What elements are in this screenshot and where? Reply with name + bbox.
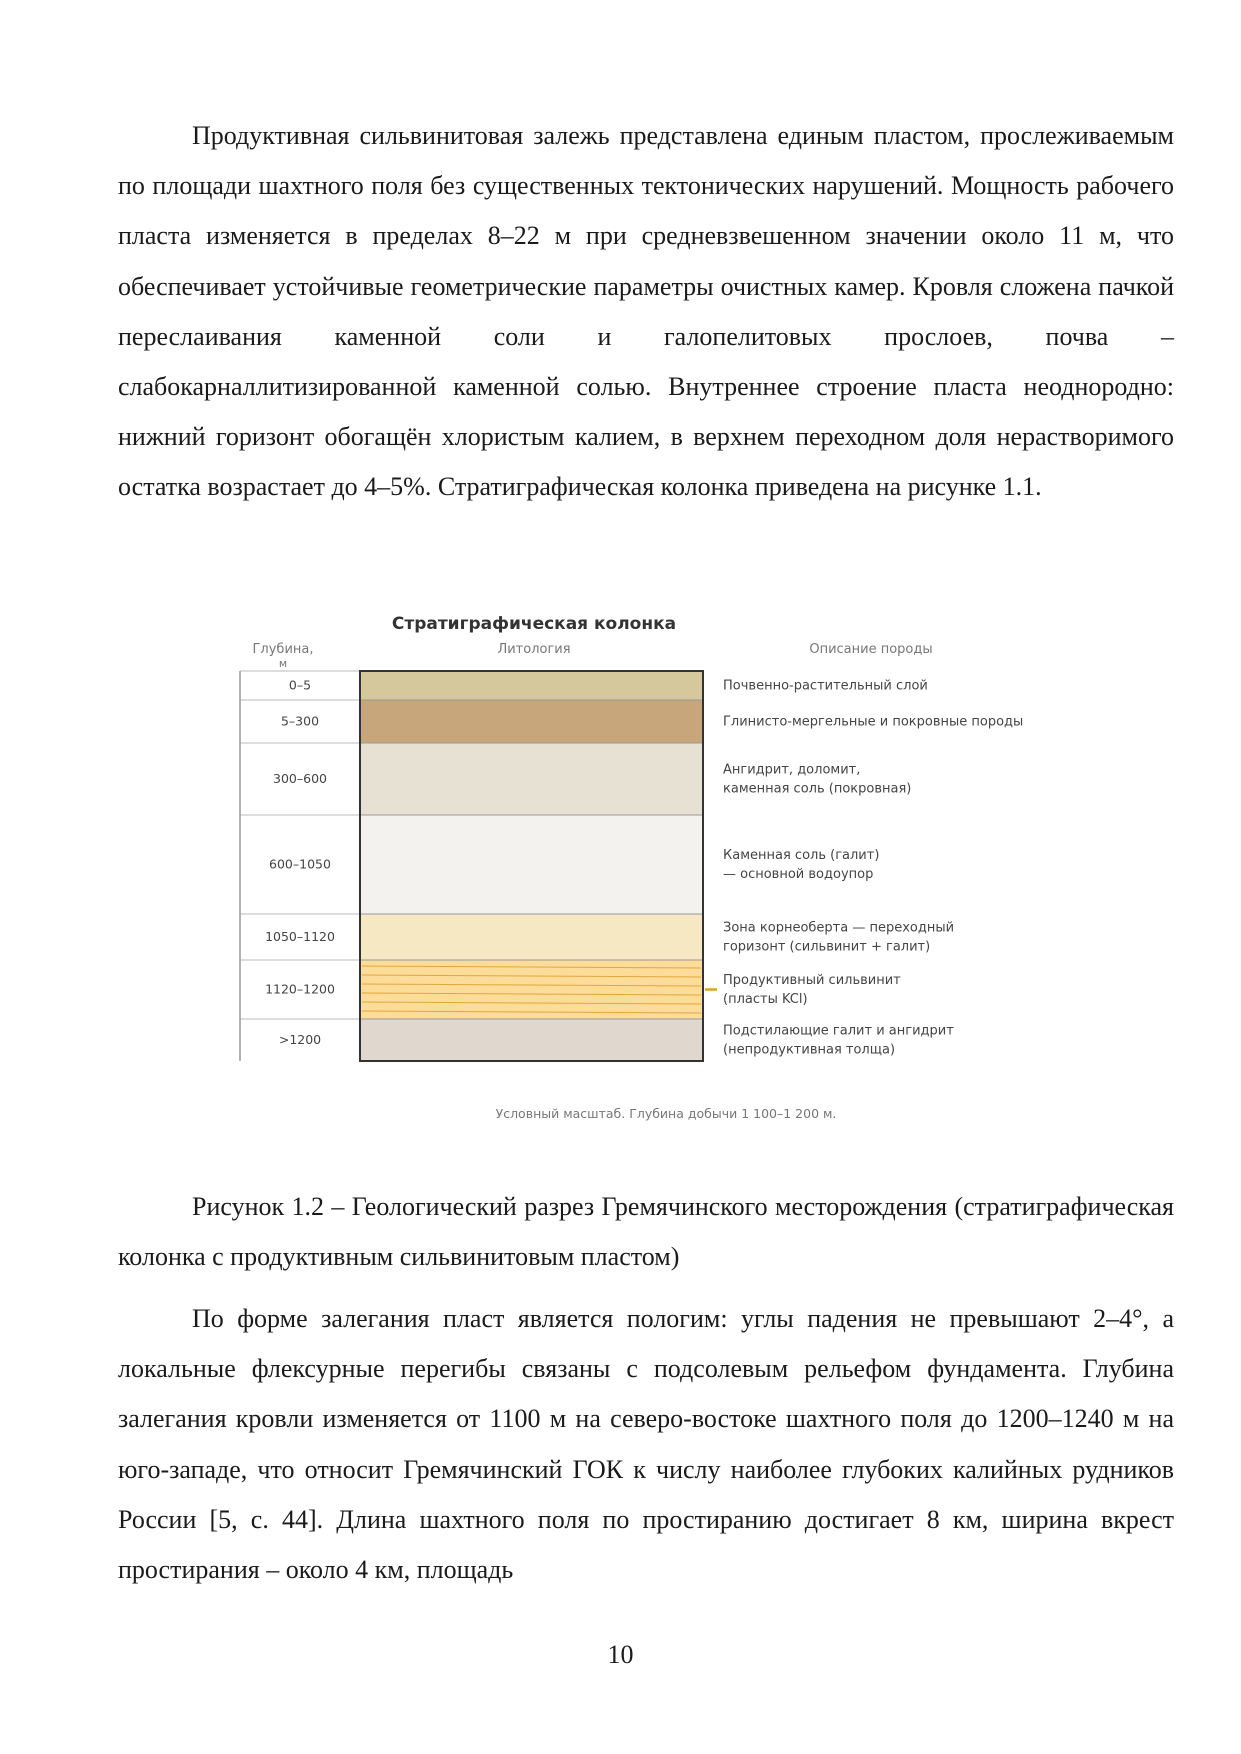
lithology-layer: [360, 1019, 703, 1061]
depth-label: >1200: [278, 1032, 322, 1047]
depth-label: 600–1050: [269, 856, 331, 872]
lithology-layer: [360, 671, 703, 700]
figure-caption: Рисунок 1.2 – Геологический разрез Гремячинского месторождения (стратиграфическая колонка с продуктивным сильвинитовым пластом): [118, 1192, 1174, 1272]
paragraph-intro: Продуктивная сильвинитовая залежь представлена единым пластом, прослеживаемым по площади шахтного поля без существенных тектонических нарушений. Мощность рабочего пласта изменяется в пределах 8–22 м при средневзвешенном значении около 11 м, что обеспечивает устойчивые геометрические параметры очистных камер. Кровля сложена пачкой переслаивания каменной соли и галопелитовых прослоев, почва – слабокарналлитизированной каменной солью. Внутреннее строение пласта неоднородно: нижний горизонт обогащён хлористым калием, в верхнем переходном доля нерастворимого остатка возрастает до 4–5%. Стратиграфическая колонка приведена на рисунке 1.1.: [118, 121, 1174, 502]
description-column-header: Описание породы: [809, 642, 933, 657]
depth-label: 300–600: [273, 771, 327, 786]
lithology-layer: [360, 815, 703, 914]
layer-description: Ангидрит, доломит,: [723, 762, 861, 778]
layer-description: Каменная соль (галит): [723, 848, 880, 863]
layer-description: Почвенно-растительный слой: [723, 678, 928, 694]
depth-label: 1120–1200: [265, 981, 335, 997]
layer-description: — основной водоупор: [723, 867, 874, 882]
depth-label: 1050–1120: [265, 929, 335, 944]
layer-description: каменная соль (покровная): [723, 781, 912, 797]
scale-note: Условный масштаб. Глубина добычи 1 100–1 200 м.: [495, 1106, 837, 1121]
layers-group: [240, 671, 1023, 1061]
depth-label: 5–300: [280, 713, 320, 729]
layer-description: Глинисто-мергельные и покровные породы: [723, 714, 1024, 730]
depth-label: 0–5: [288, 677, 312, 693]
figure-title: Стратиграфическая колонка: [391, 614, 677, 634]
depth-column-header: Глубина,: [252, 642, 314, 657]
layer-description: (непродуктивная толща): [723, 1042, 896, 1058]
layer-description: (пласты KCl): [723, 992, 808, 1007]
lithology-layer: [360, 914, 703, 960]
stratigraphic-column-figure: [230, 605, 1050, 1135]
page-number: 10: [607, 1640, 634, 1669]
stratigraphic-column-chart: [230, 605, 1050, 1135]
depth-column-unit: м: [278, 657, 288, 670]
layer-description: Продуктивный сильвинит: [723, 973, 901, 988]
layer-description: горизонт (сильвинит + галит): [723, 939, 931, 955]
layer-description: Зона корнеоберта — переходный: [723, 920, 955, 936]
lithology-layer: [360, 743, 703, 815]
lithology-column-header: Литология: [497, 642, 571, 657]
layer-description: Подстилающие галит и ангидрит: [723, 1023, 954, 1039]
lithology-layer: [360, 700, 703, 743]
paragraph-bedding: По форме залегания пласт является пологим: углы падения не превышают 2–4°, а локальные флексурные перегибы связаны с подсолевым рельефом фундамента. Глубина залегания кровли изменяется от 1100 м на северо-востоке шахтного поля до 1200–1240 м на юго-западе, что относит Гремячинский ГОК к числу наиболее глубоких калийных рудников России [5, с. 44]. Длина шахтного поля по простиранию достигает 8 км, ширина вкрест простирания – около 4 км, площадь: [118, 1304, 1174, 1585]
lithology-layer: [360, 960, 703, 1019]
